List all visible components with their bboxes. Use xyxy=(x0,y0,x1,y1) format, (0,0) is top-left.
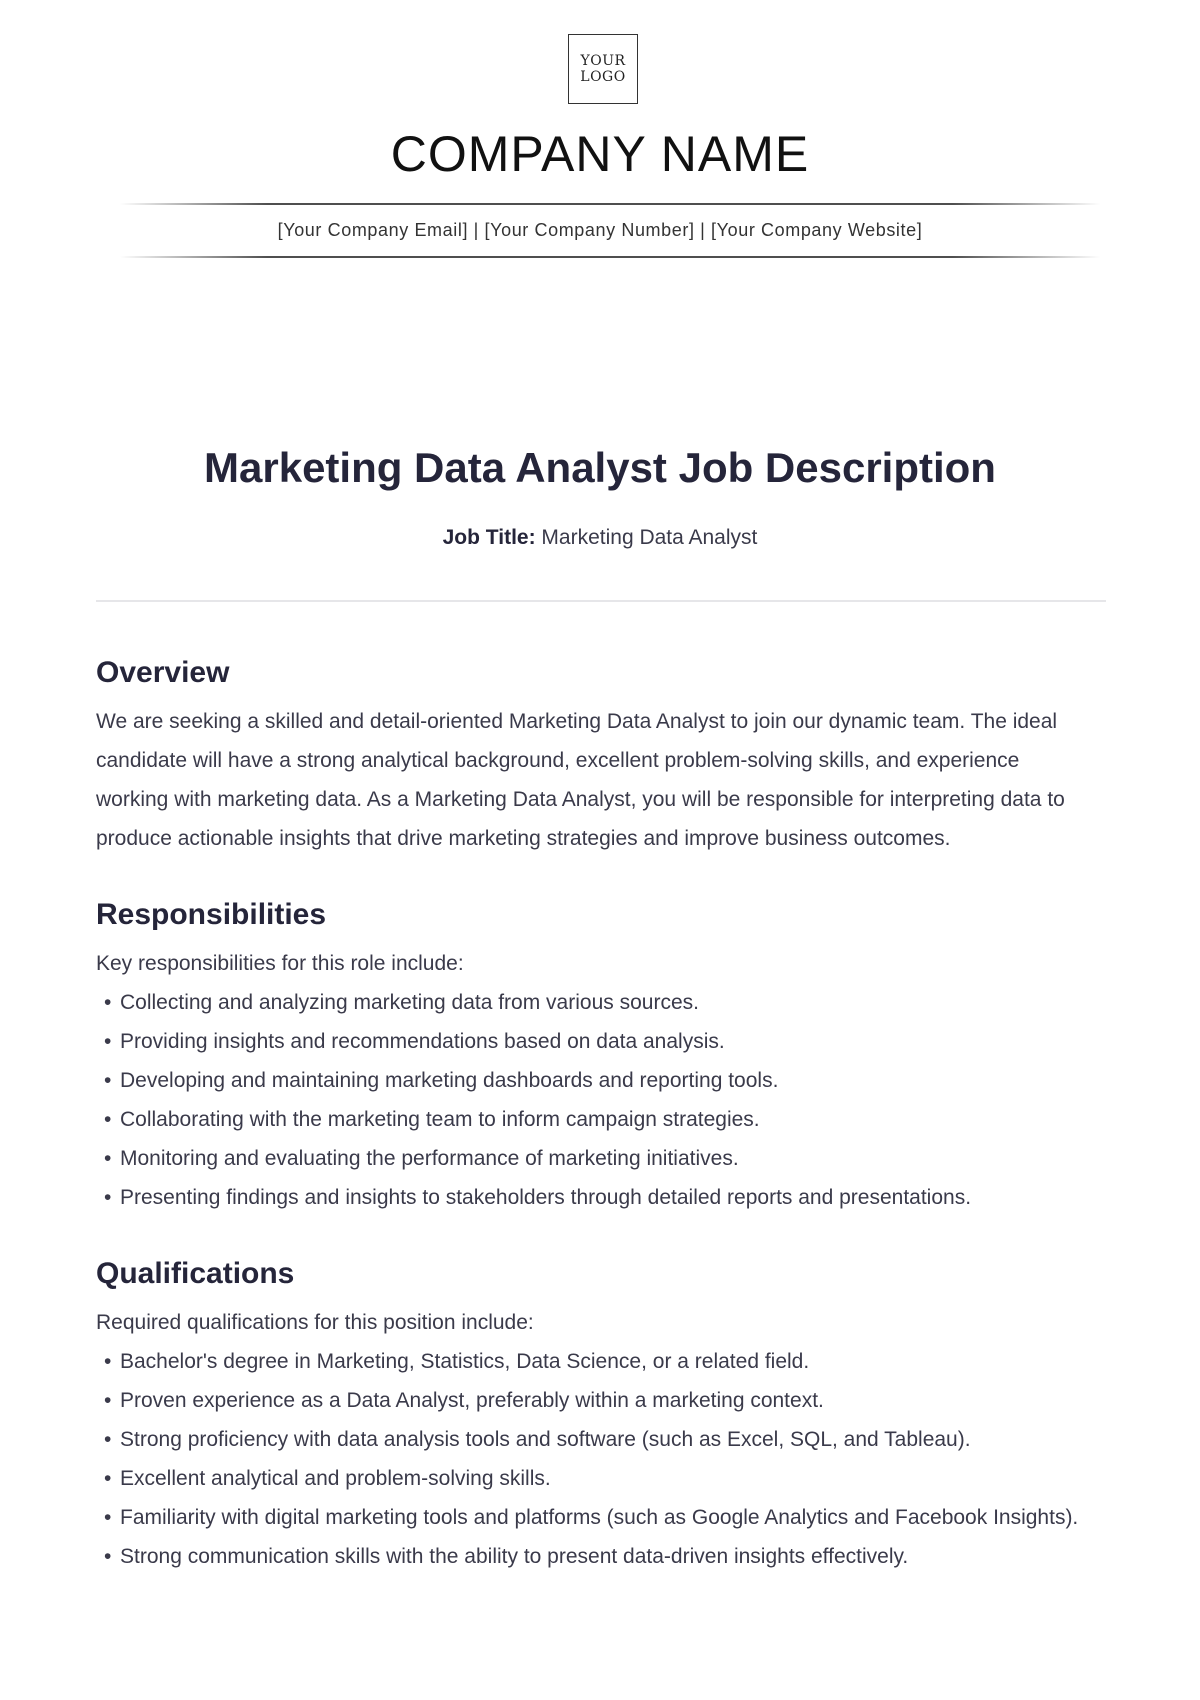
responsibilities-intro: Key responsibilities for this role include: xyxy=(96,952,464,975)
qualifications-intro: Required qualifications for this position include: xyxy=(96,1311,534,1334)
bullet-icon: • xyxy=(104,1545,112,1568)
list-item-text: Proven experience as a Data Analyst, preferably within a marketing context. xyxy=(120,1389,824,1412)
list-item xyxy=(96,1342,1120,1381)
list-item xyxy=(96,1537,1120,1576)
overview-section xyxy=(96,652,1116,858)
list-item xyxy=(96,1381,1120,1420)
bullet-icon: • xyxy=(104,991,112,1014)
list-item-text: Strong communication skills with the ability to present data-driven insights effectively. xyxy=(120,1545,909,1568)
overview-heading: Overview xyxy=(96,656,230,689)
document-title: Marketing Data Analyst Job Description xyxy=(204,444,996,491)
bullet-icon: • xyxy=(104,1069,112,1092)
title-divider xyxy=(96,600,1106,602)
qualifications-heading: Qualifications xyxy=(96,1257,295,1290)
qualifications-section xyxy=(96,1253,1116,1576)
job-title-value: Marketing Data Analyst xyxy=(541,526,758,549)
bullet-icon: • xyxy=(104,1147,112,1170)
responsibilities-list xyxy=(96,983,1116,1217)
bullet-icon: • xyxy=(104,1350,112,1373)
header-divider-bottom xyxy=(120,256,1100,258)
bullet-icon: • xyxy=(104,1506,112,1529)
list-item-text: Providing insights and recommendations based on data analysis. xyxy=(120,1030,725,1053)
header-divider-top xyxy=(120,203,1100,205)
document-body xyxy=(96,652,1116,1576)
list-item xyxy=(96,1498,1120,1537)
company-name: COMPANY NAME xyxy=(390,126,810,182)
job-title-label: Job Title: xyxy=(442,526,536,549)
list-item-text: Presenting findings and insights to stakeholders through detailed reports and presentations. xyxy=(120,1186,972,1209)
list-item-text: Collecting and analyzing marketing data from various sources. xyxy=(120,991,699,1014)
logo-line-2: LOGO xyxy=(580,69,626,85)
responsibilities-heading: Responsibilities xyxy=(96,898,327,931)
bullet-icon: • xyxy=(104,1428,112,1451)
list-item xyxy=(96,1061,1120,1100)
bullet-icon: • xyxy=(104,1186,112,1209)
logo-line-1: YOUR xyxy=(580,53,626,69)
list-item xyxy=(96,1022,1120,1061)
list-item xyxy=(96,1459,1120,1498)
list-item xyxy=(96,1139,1120,1178)
bullet-icon: • xyxy=(104,1467,112,1490)
company-logo xyxy=(568,34,638,104)
company-contact-line: [Your Company Email] | [Your Company Number] | [Your Company Website] xyxy=(277,220,923,240)
overview-text: We are seeking a skilled and detail-oriented Marketing Data Analyst to join our dynamic team. The ideal candidate will have a strong analytical background, excellent problem-solving skills, and experience working with marketing data. As a Marketing Data Analyst, you will be responsible for interpreting data to produce actionable insights that drive marketing strategies and improve business outcomes. xyxy=(96,710,1065,850)
list-item xyxy=(96,1100,1120,1139)
list-item-text: Strong proficiency with data analysis tools and software (such as Excel, SQL, and Tableau). xyxy=(120,1428,971,1451)
responsibilities-section xyxy=(96,894,1116,1217)
list-item-text: Excellent analytical and problem-solving skills. xyxy=(120,1467,551,1490)
bullet-icon: • xyxy=(104,1108,112,1131)
list-item xyxy=(96,1420,1120,1459)
list-item xyxy=(96,1178,1120,1217)
list-item-text: Familiarity with digital marketing tools and platforms (such as Google Analytics and Facebook Insights). xyxy=(120,1506,1079,1529)
bullet-icon: • xyxy=(104,1030,112,1053)
job-title-line xyxy=(0,524,1200,552)
list-item-text: Monitoring and evaluating the performance of marketing initiatives. xyxy=(120,1147,739,1170)
list-item-text: Developing and maintaining marketing dashboards and reporting tools. xyxy=(120,1069,779,1092)
list-item-text: Collaborating with the marketing team to inform campaign strategies. xyxy=(120,1108,760,1131)
list-item xyxy=(96,983,1120,1022)
list-item-text: Bachelor's degree in Marketing, Statistics, Data Science, or a related field. xyxy=(120,1350,810,1373)
bullet-icon: • xyxy=(104,1389,112,1412)
qualifications-list xyxy=(96,1342,1116,1576)
